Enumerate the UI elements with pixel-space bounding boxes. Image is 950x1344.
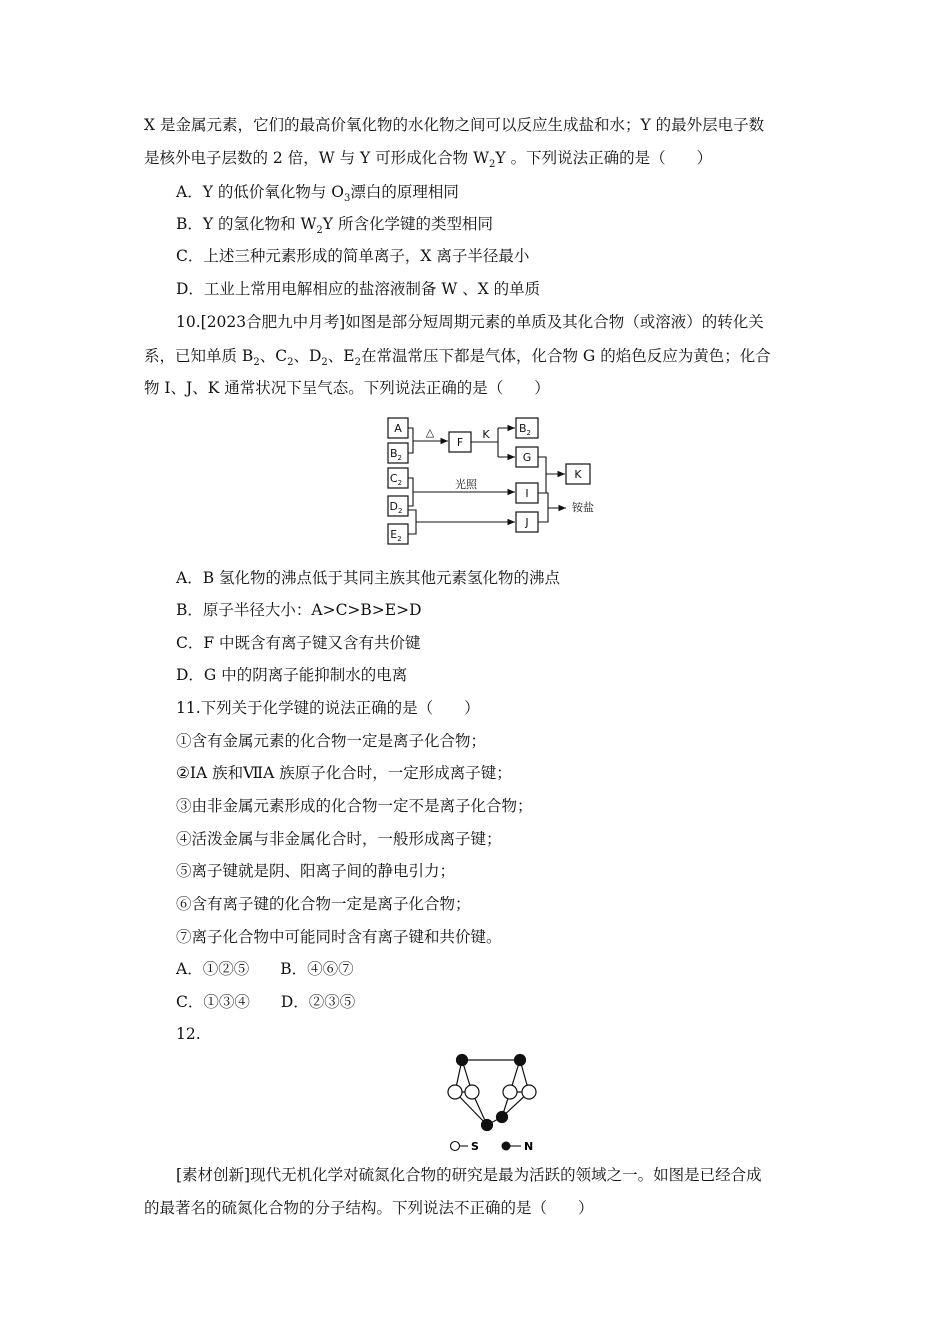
q10-option-c: C．F 中既含有离子键又含有共价键 [176,634,421,652]
label-g: G [522,451,532,464]
q12-line2: 的最著名的硫氮化合物的分子结构。下列说法不正确的是（ ） [144,1199,594,1217]
q11-statement-1: ①含有金属元素的化合物一定是离子化合物； [176,732,487,750]
svg-text:C2: $C_2$ [389,472,403,487]
s-atom [522,1085,536,1099]
q10-option-d: D．G 中的阴离子能抑制水的电离 [176,666,408,684]
q10-conversion-diagram [380,412,610,552]
q11-statement-5: ⑤离子键就是阴、阳离子间的静电引力； [176,862,456,880]
legend-s: S [471,1140,479,1153]
q9-option-c: C．上述三种元素形成的简单离子，X 离子半径最小 [176,247,530,265]
q11-statement-4: ④活泼金属与非金属化合时，一般形成离子键； [176,830,502,848]
n-atom [497,1112,508,1123]
s4n4-molecule-diagram [440,1050,550,1155]
label-delta: △ [425,426,435,439]
legend [451,1140,534,1153]
s-atom [465,1085,479,1099]
q9-option-b: B．Y 的氢化物和 $W_2Y$ 所含化学键的类型相同 [176,215,493,236]
label-k: K [574,468,582,481]
q10-option-b: B．原子半径大小：A>C>B>E>D [176,601,422,619]
q11-options-ab: A．①②⑤ B．④⑥⑦ [176,960,354,978]
n-atom [457,1055,468,1066]
q11-statement-7: ⑦离子化合物中可能同时含有离子键和共价键。 [176,928,502,946]
label-j: J [525,516,529,529]
legend-n: N [524,1140,534,1153]
q9-line1: X 是金属元素，它们的最高价氧化物的水化物之间可以反应生成盐和水；Y 的最外层电子数 [144,116,765,134]
s-atom [503,1085,517,1099]
q12-line1: [素材创新]现代无机化学对硫氮化合物的研究是最为活跃的领域之一。如图是已经合成 [176,1166,762,1184]
q11-statement-2: ②ⅠA 族和ⅦA 族原子化合时，一定形成离子键； [176,764,512,782]
q10-line3: 物 I、J、K 通常状况下呈气态。下列说法正确的是（ ） [144,379,550,397]
q9-line2: 是核外电子层数的 2 倍，W 与 Y 可形成化合物 $W_2Y$ 。下列说法正确的是（ ） [144,149,713,170]
svg-text:B2: $B_2$ [518,422,532,437]
svg-text:D2: $D_2$ [389,500,403,515]
svg-text:B2: $B_2$ [389,447,403,462]
q11-stem: 11.下列关于化学键的说法正确的是（ ） [176,699,480,717]
q11-statement-3: ③由非金属元素形成的化合物一定不是离子化合物； [176,797,533,815]
label-ammonium: 铵盐 [572,501,594,514]
label-light: 光照 [455,478,477,491]
q10-line1: 10.[2023合肥九中月考]如图是部分短周期元素的单质及其化合物（或溶液）的转化关 [176,313,764,331]
q9-option-d: D．工业上常用电解相应的盐溶液制备 W 、X 的单质 [176,280,541,298]
s-atom [448,1085,462,1099]
q11-statement-6: ⑥含有离子键的化合物一定是离子化合物； [176,895,471,913]
q10-line2: 系，已知单质 $B_2$、$C_2$、$D_2$、$E_2$在常温常压下都是气体，化合物 G 的焰色反应为黄色；化合 [144,347,771,368]
q11-options-cd: C．①③④ D．②③⑤ [176,993,356,1011]
label-f: F [456,436,464,449]
svg-text:A [394,422,402,435]
label-arrow-k: K [482,428,490,441]
q9-option-a: A．Y 的低价氧化物与 $O_3$漂白的原理相同 [176,183,459,204]
svg-text:E2: $E_2$ [390,528,402,543]
label-i: I [525,487,529,500]
n-atom [515,1055,526,1066]
q10-option-a: A．B 氢化物的沸点低于其同主族其他元素氢化物的沸点 [176,569,561,587]
label-a: A [394,422,402,435]
q12-number: 12. [176,1025,201,1043]
n-atom [482,1120,493,1131]
